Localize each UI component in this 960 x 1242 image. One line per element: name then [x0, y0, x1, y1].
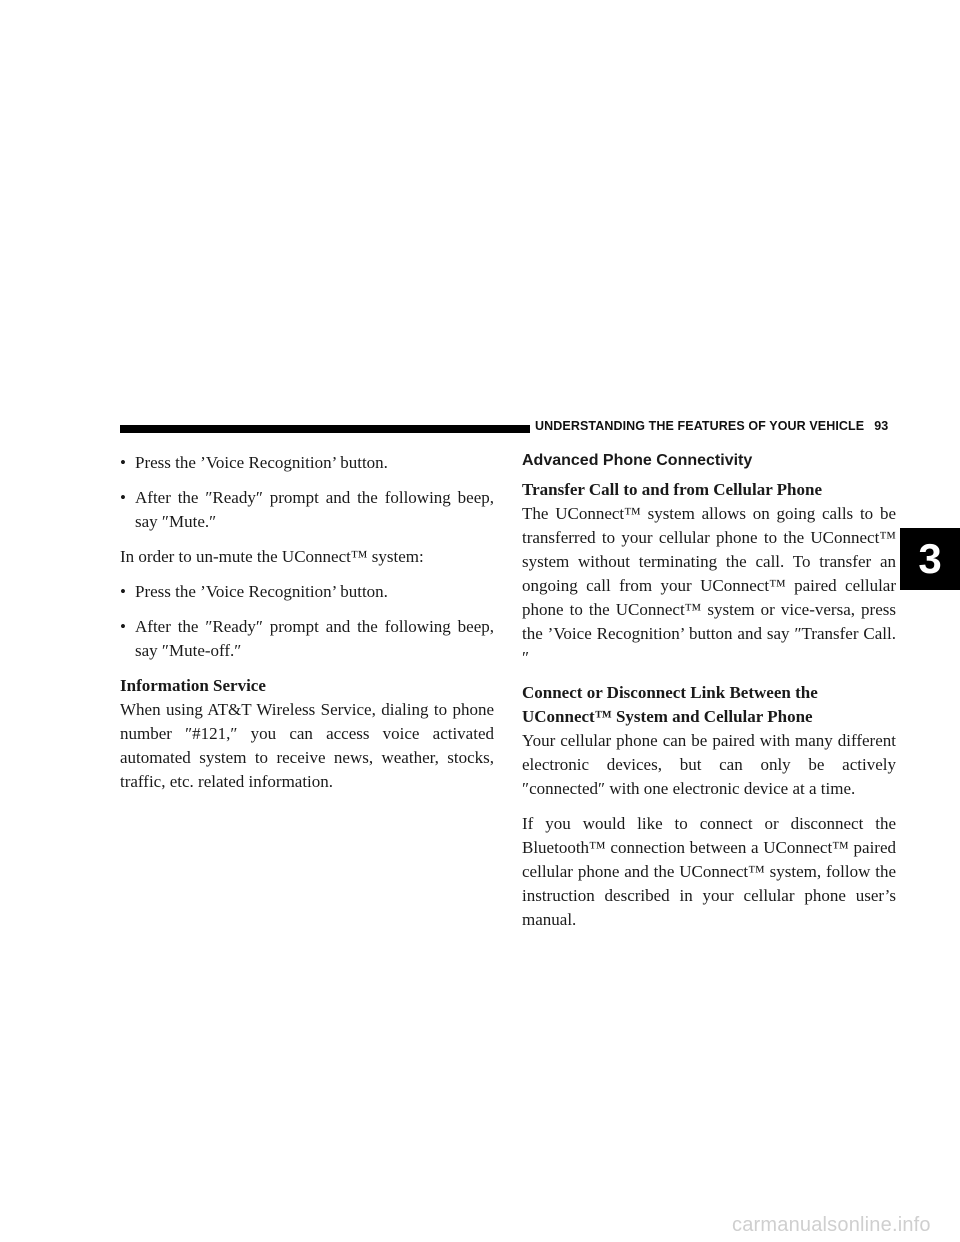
- header-title: UNDERSTANDING THE FEATURES OF YOUR VEHICLE: [535, 419, 865, 433]
- transfer-call-text: The UConnect™ system allows on going calls to be transferred to your cellular phone to the UConnect™ system without terminating the call. To transfer an ongoing call from your UConnect™ paired cellular phone to the UConnect™ system or vice-versa, press the ’Voice Recognition’ button and say ″Transfer Call.″: [522, 504, 896, 667]
- header-rule: [120, 425, 530, 433]
- right-column: [522, 451, 896, 943]
- connect-heading-line1: Connect or Disconnect Link Between the: [522, 683, 818, 702]
- transfer-call-heading: Transfer Call to and from Cellular Phone: [522, 480, 823, 499]
- bullet-icon: •: [120, 617, 126, 636]
- info-service-text: When using AT&T Wireless Service, dialing to phone number ″#121,″ you can access voice activated automated system to receive news, weather, stocks, traffic, etc. related information.: [120, 700, 494, 791]
- connect-text-2: If you would like to connect or disconnect the Bluetooth™ connection between a UConnect™ paired cellular phone and the UConnect™ system, follow the instruction described in your cellular phone user’s manual.: [522, 814, 896, 929]
- bullet-icon: •: [120, 582, 126, 601]
- list-item-text: Press the ’Voice Recognition’ button.: [135, 582, 388, 601]
- page-number: 93: [874, 419, 889, 433]
- running-header: [535, 419, 888, 433]
- bullet-icon: •: [120, 488, 126, 507]
- connect-text-1: Your cellular phone can be paired with many different electronic devices, but can only be actively ″connected″ with one electronic device at a time.: [522, 731, 896, 798]
- list-item: [120, 580, 494, 604]
- section-title: Advanced Phone Connectivity: [522, 452, 753, 469]
- watermark: carmanualsonline.info: [732, 1214, 931, 1236]
- list-item-text: After the ″Ready″ prompt and the following beep, say ″Mute.″: [135, 488, 494, 531]
- unmute-intro: In order to un-mute the UConnect™ system:: [120, 547, 424, 566]
- list-item: [120, 451, 494, 475]
- connect-heading-line2: UConnect™ System and Cellular Phone: [522, 707, 813, 726]
- list-item: [120, 615, 494, 663]
- list-item-text: Press the ’Voice Recognition’ button.: [135, 453, 388, 472]
- list-item: [120, 486, 494, 534]
- left-column: [120, 451, 494, 805]
- bullet-icon: •: [120, 453, 126, 472]
- list-item-text: After the ″Ready″ prompt and the following beep, say ″Mute-off.″: [135, 617, 494, 660]
- info-service-heading: Information Service: [120, 676, 266, 695]
- chapter-tab: 3: [900, 528, 960, 590]
